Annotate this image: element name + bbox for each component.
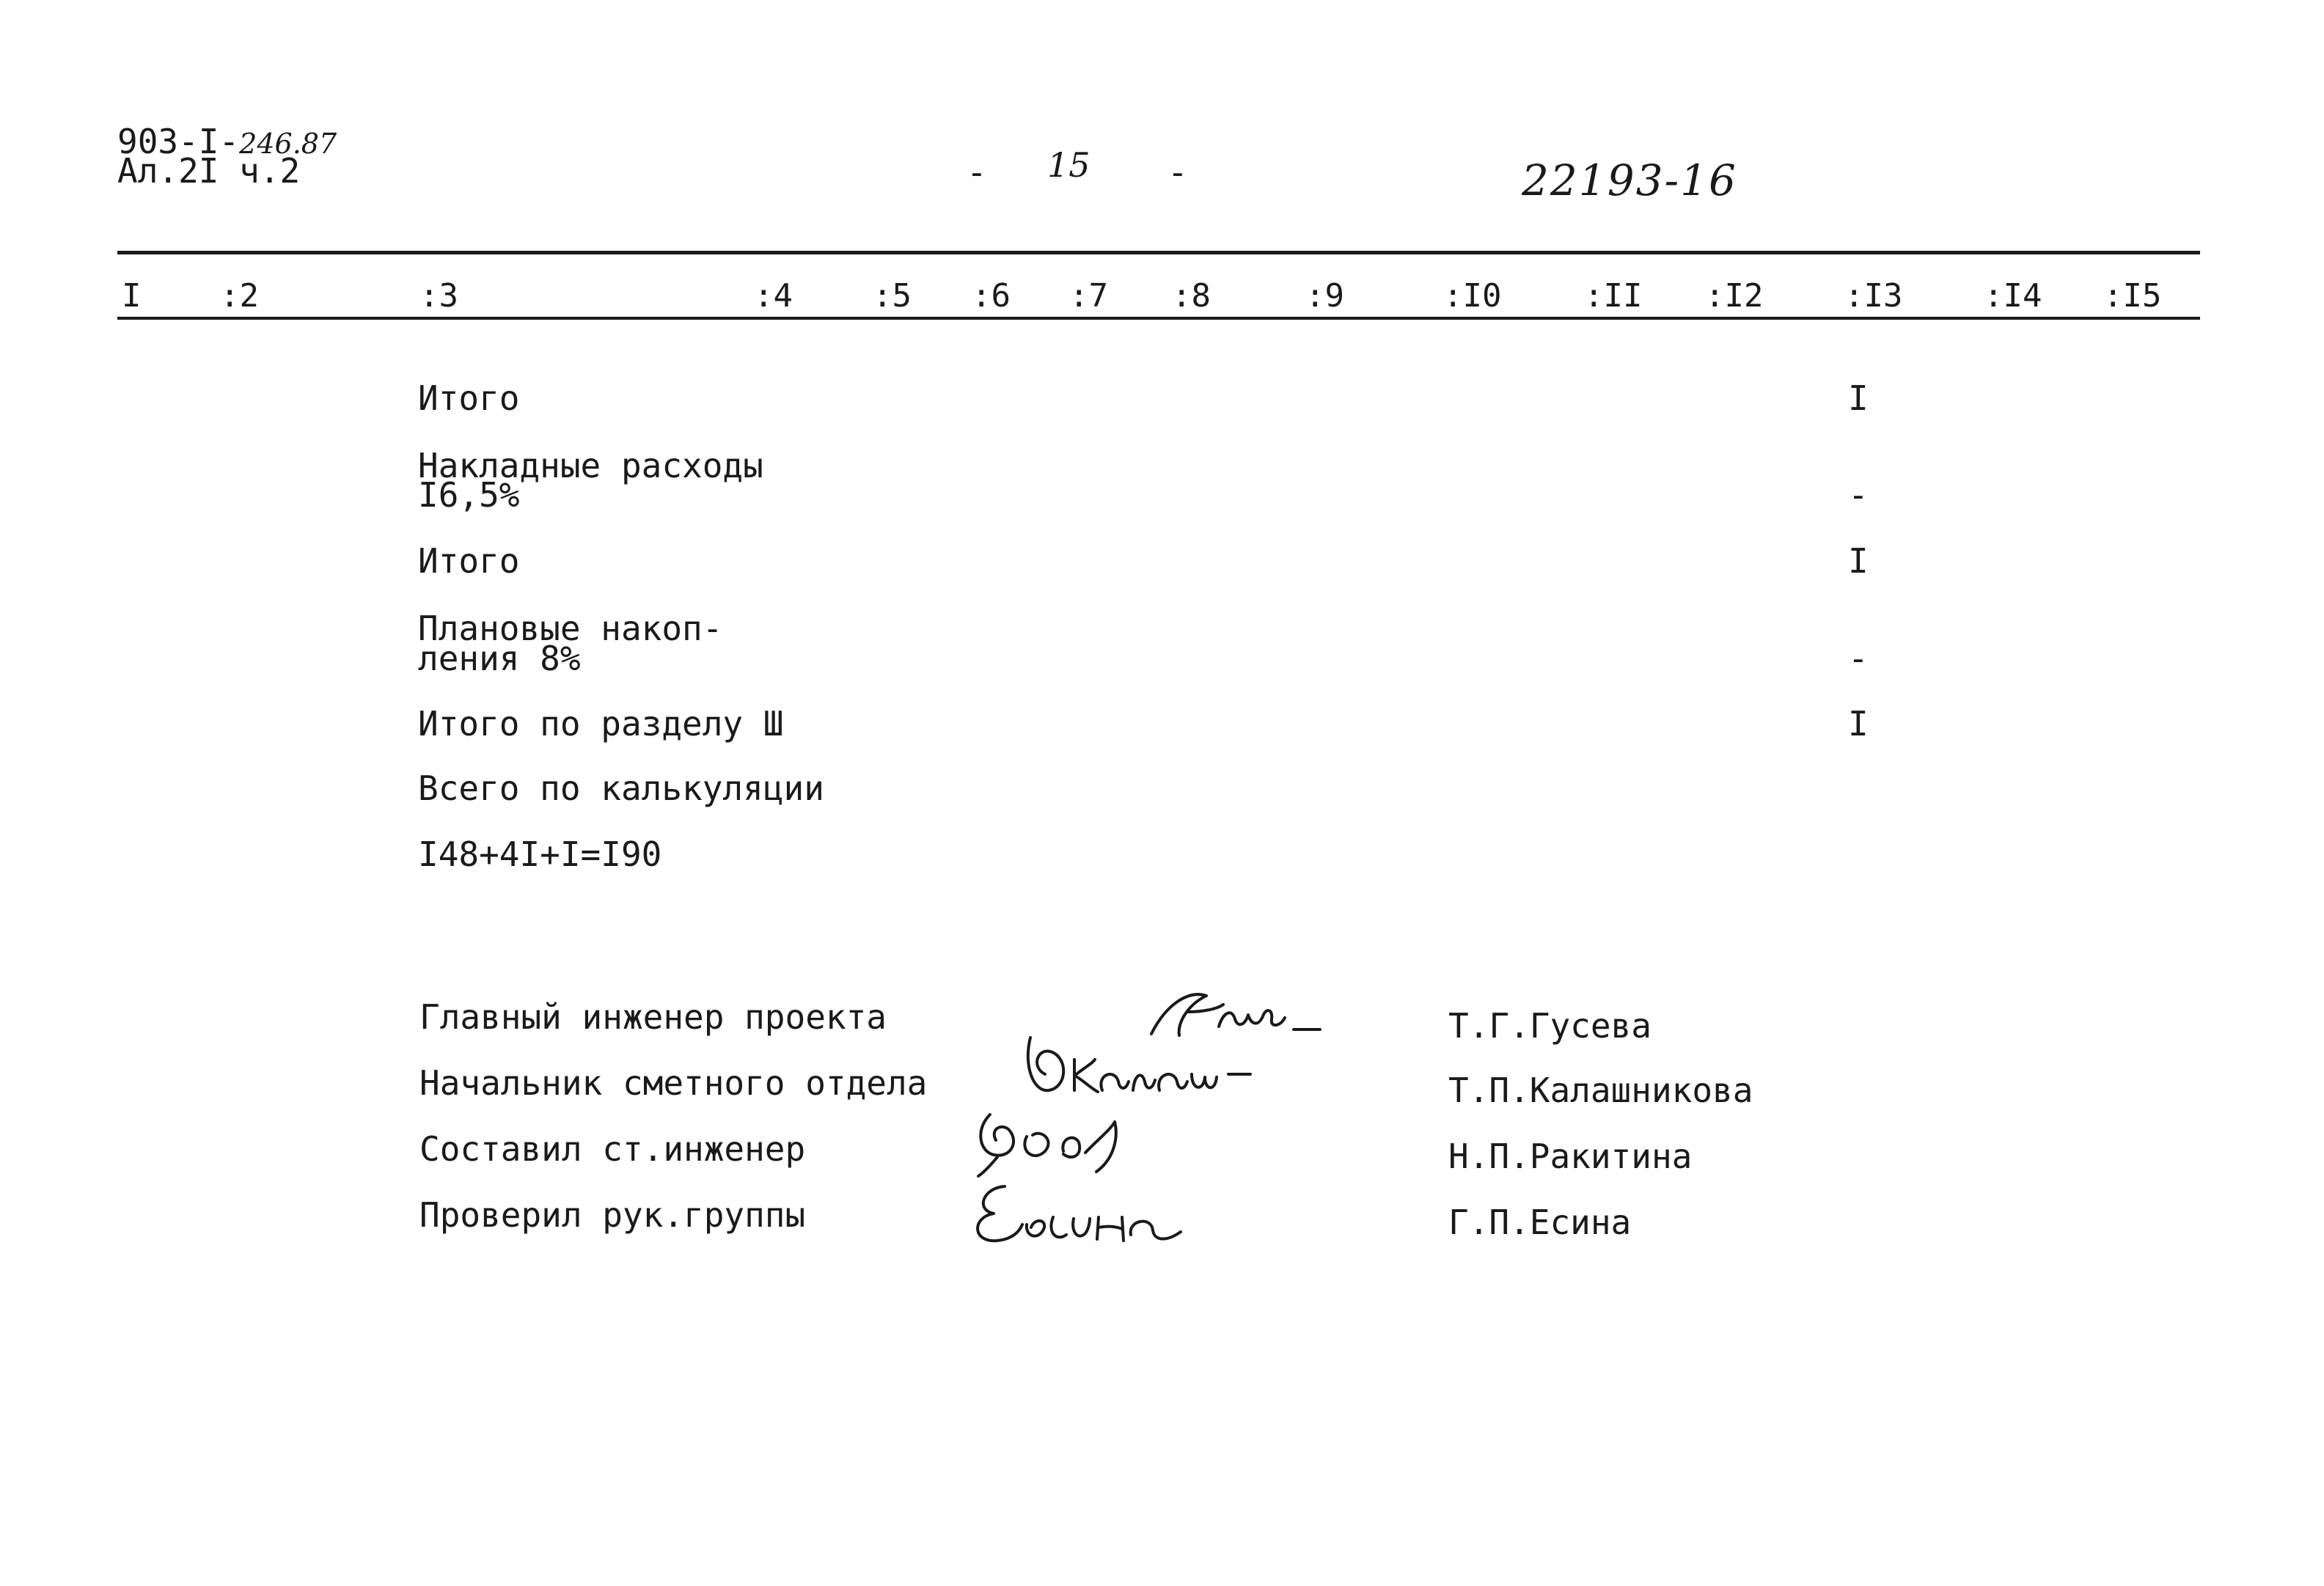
column-header-5: :5 (873, 277, 912, 315)
signatory-role: Начальник сметного отдела (419, 1063, 928, 1103)
series-handwritten: 246.87 (239, 128, 337, 160)
signatory-role: Составил ст.инженер (419, 1129, 806, 1169)
document-number: 22193-16 (1522, 155, 1737, 205)
column-header-3: :3 (419, 277, 458, 315)
row-label: Всего по калькуляции (418, 768, 824, 808)
series-prefix: 903-I- (117, 122, 240, 161)
column-header-11: :II (1584, 277, 1643, 315)
row-col13-value: I (1848, 378, 1869, 418)
signatory-name: Г.П.Есина (1448, 1203, 1632, 1242)
row-label-line1: Накладные расходы (418, 446, 763, 485)
row-label: Итого (418, 541, 520, 581)
row-col13-value: - (1848, 639, 1869, 678)
signature-2 (1016, 1023, 1272, 1104)
page-dash-left: - (967, 153, 987, 192)
signatory-role: Проверил рук.группы (419, 1195, 806, 1235)
signature-3 (968, 1100, 1137, 1181)
column-header-15: :I5 (2103, 277, 2162, 315)
row-col13-value: I (1848, 541, 1869, 581)
signatory-name: Т.Г.Гусева (1448, 1006, 1652, 1046)
album-line: Ал.2I ч.2 (117, 151, 301, 191)
signatory-role: Главный инженер проекта (419, 997, 887, 1037)
page-dash-right: - (1168, 153, 1188, 192)
row-label-line2: I6,5% (418, 475, 520, 515)
table-top-rule (117, 251, 2200, 254)
column-header-4: :4 (754, 277, 793, 315)
column-header-2: :2 (220, 277, 259, 315)
table-header-rule (117, 317, 2200, 320)
column-header-9: :9 (1305, 277, 1344, 315)
signatory-name: Т.П.Калашникова (1448, 1071, 1753, 1110)
column-header-1: I (122, 277, 142, 315)
column-header-10: :I0 (1443, 277, 1502, 315)
row-label-line1: Плановые накоп- (418, 609, 723, 648)
row-col13-value: - (1848, 475, 1869, 515)
signatory-name: Н.П.Ракитина (1448, 1137, 1693, 1176)
row-label-line2: ления 8% (418, 639, 581, 678)
row-label: Итого (418, 378, 520, 418)
row-label: Итого по разделу Ш (418, 704, 784, 744)
page-number: 15 (1047, 145, 1090, 185)
column-header-8: :8 (1172, 277, 1211, 315)
row-col13-value: I (1848, 704, 1869, 744)
signature-4 (961, 1173, 1203, 1254)
column-header-7: :7 (1069, 277, 1108, 315)
column-header-14: :I4 (1984, 277, 2042, 315)
column-header-6: :6 (972, 277, 1011, 315)
calculation-formula: I48+4I+I=I90 (418, 834, 662, 874)
column-header-12: :I2 (1705, 277, 1764, 315)
column-header-13: :I3 (1844, 277, 1903, 315)
